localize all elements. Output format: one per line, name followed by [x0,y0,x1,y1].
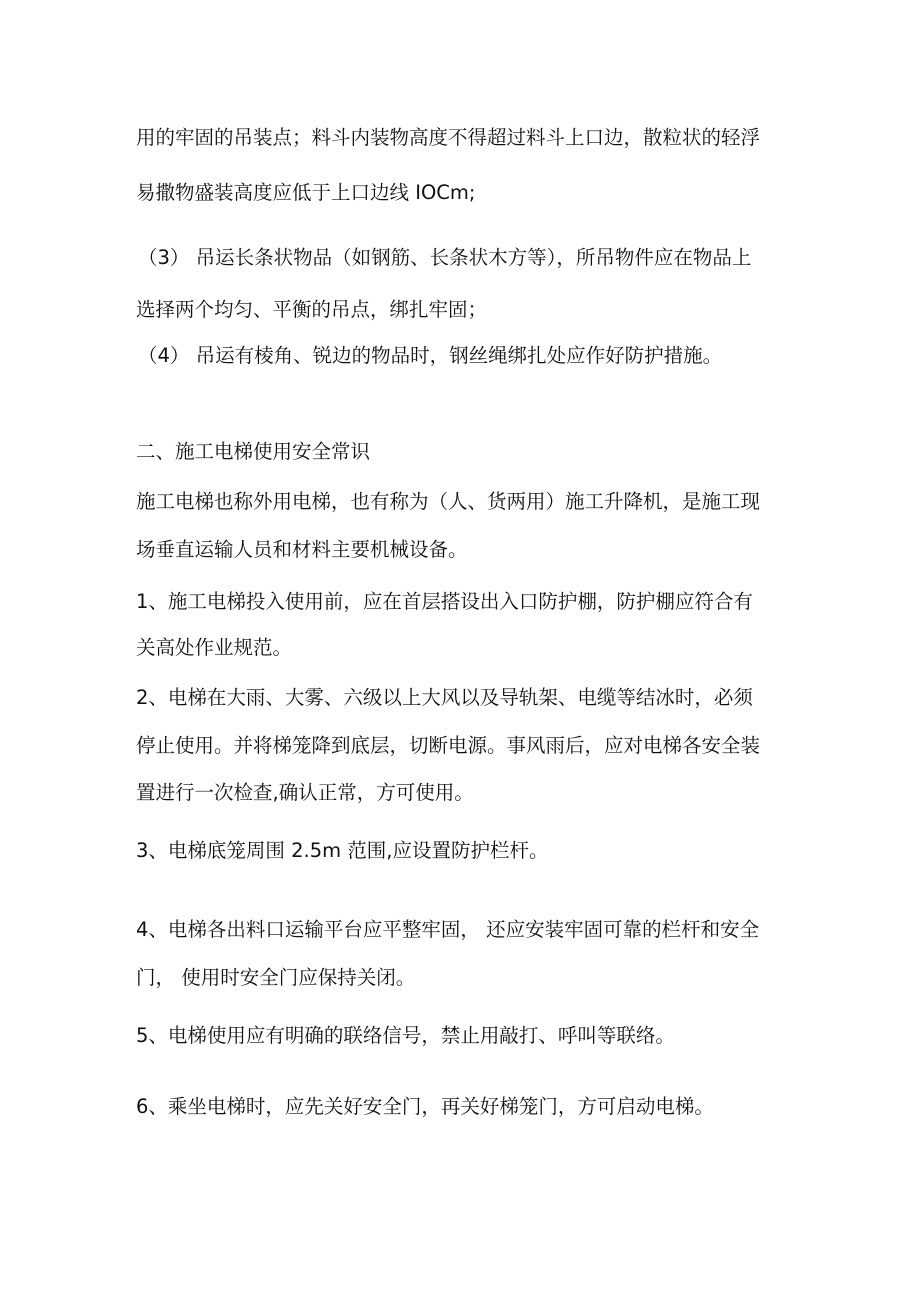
list-item-3-text: 3、电梯底笼周围 2.5m 范围,应设置防护栏杆。 [136,839,549,862]
paragraph-line: 场垂直运输人员和材料主要机械设备。 [136,538,468,561]
list-item-3-line: 选择两个均匀、平衡的吊点，绑扎牢固； [136,298,488,321]
list-item-2-line: 2、电梯在大雨、大雾、六级以上大风以及导轨架、电缆等结冰时，必须 [136,686,753,709]
list-item-6-text: 6、乘坐电梯时，应先关好安全门，再关好梯笼门，方可启动电梯。 [136,1095,714,1118]
paragraph-line: 易撒物盛装高度应低于上口边线 IOCm; [136,181,476,204]
paragraph-line: 施工电梯也称外用电梯，也有称为（人、货两用）施工升降机，是施工现 [136,490,761,513]
list-item-5-text: 5、电梯使用应有明确的联络信号，禁止用敲打、呼叫等联络。 [136,1024,675,1047]
list-item-4-text-line: 门， 使用时安全门应保持关闭。 [136,966,416,989]
list-item-4-line: （4） 吊运有棱角、锐边的物品时，钢丝绳绑扎处应作好防护措施。 [138,344,723,367]
list-item-2-line: 置进行一次检查,确认正常，方可使用。 [136,781,474,804]
list-item-3-line: （3） 吊运长条状物品（如钢筋、长条状木方等），所吊物件应在物品上 [138,246,752,269]
paragraph-line: 用的牢固的吊装点；料斗内装物高度不得超过料斗上口边，散粒状的轻浮 [136,126,761,149]
list-item-4-text-line: 4、电梯各出料口运输平台应平整牢固， 还应安装牢固可靠的栏杆和安全 [136,918,760,941]
list-item-1-line: 1、施工电梯投入使用前，应在首层搭设出入口防护棚，防护棚应符合有 [136,590,753,613]
section-heading: 二、施工电梯使用安全常识 [136,440,371,463]
list-item-1-line: 关高处作业规范。 [136,636,293,659]
list-item-2-line: 停止使用。并将梯笼降到底层，切断电源。事风雨后，应对电梯各安全装 [136,734,761,757]
